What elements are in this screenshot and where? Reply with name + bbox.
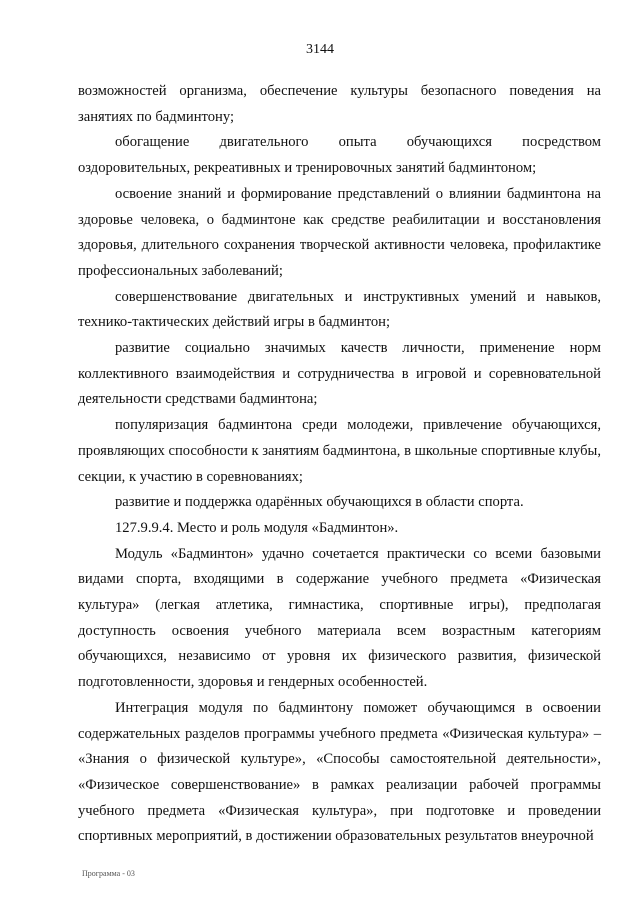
body-text <box>78 79 601 850</box>
paragraph: совершенствование двигательных и инструктивных умений и навыков, технико-тактических действий игры в бадминтон; <box>78 288 601 331</box>
page-number: 3144 <box>306 42 334 57</box>
paragraph: освоение знаний и формирование представлений о влиянии бадминтона на здоровье человека, о бадминтоне как средстве реабилитации и восстановления здоровья, длительного сохранения творческой активности человека, профилактике профессиональных заболеваний; <box>78 185 601 279</box>
paragraph: 127.9.9.4. Место и роль модуля «Бадминтон». <box>115 519 399 536</box>
footer-mark: Программа - 03 <box>82 869 135 878</box>
paragraph: возможностей организма, обеспечение культуры безопасного поведения на занятиях по бадминтону; <box>78 83 601 125</box>
paragraph: развитие социально значимых качеств личности, применение норм коллективного взаимодействия и сотрудничества в игровой и соревновательной деятельности средствами бадминтона; <box>78 340 601 408</box>
paragraph: обогащение двигательного опыта обучающихся посредством оздоровительных, рекреативных и тренировочных занятий бадминтоном; <box>78 134 601 177</box>
paragraph: Интеграция модуля по бадминтону поможет обучающимся в освоении содержательных разделов программы учебного предмета «Физическая культура» – «Знания о физической культуре», «Способы самостоятельной деятельности», «Физическое совершенствование» в рамках реализации рабочей программы учебного предмета «Физическая культура», при подготовке и проведении спортивных мероприятий, в достижении образовательных результатов внеурочной <box>78 699 601 845</box>
paragraph: популяризация бадминтона среди молодежи, привлечение обучающихся, проявляющих способности к занятиям бадминтона, в школьные спортивные клубы, секции, к участию в соревнованиях; <box>78 417 601 485</box>
paragraph: развитие и поддержка одарённых обучающихся в области спорта. <box>115 494 524 511</box>
paragraph: Модуль «Бадминтон» удачно сочетается практически со всеми базовыми видами спорта, входящими в содержание учебного предмета «Физическая культура» (легкая атлетика, гимнастика, спортивные игры), предполагая доступность освоения учебного материала всем возрастным категориям обучающихся, независимо от уровня их физического развития, физической подготовленности, здоровья и гендерных особенностей. <box>78 545 601 691</box>
